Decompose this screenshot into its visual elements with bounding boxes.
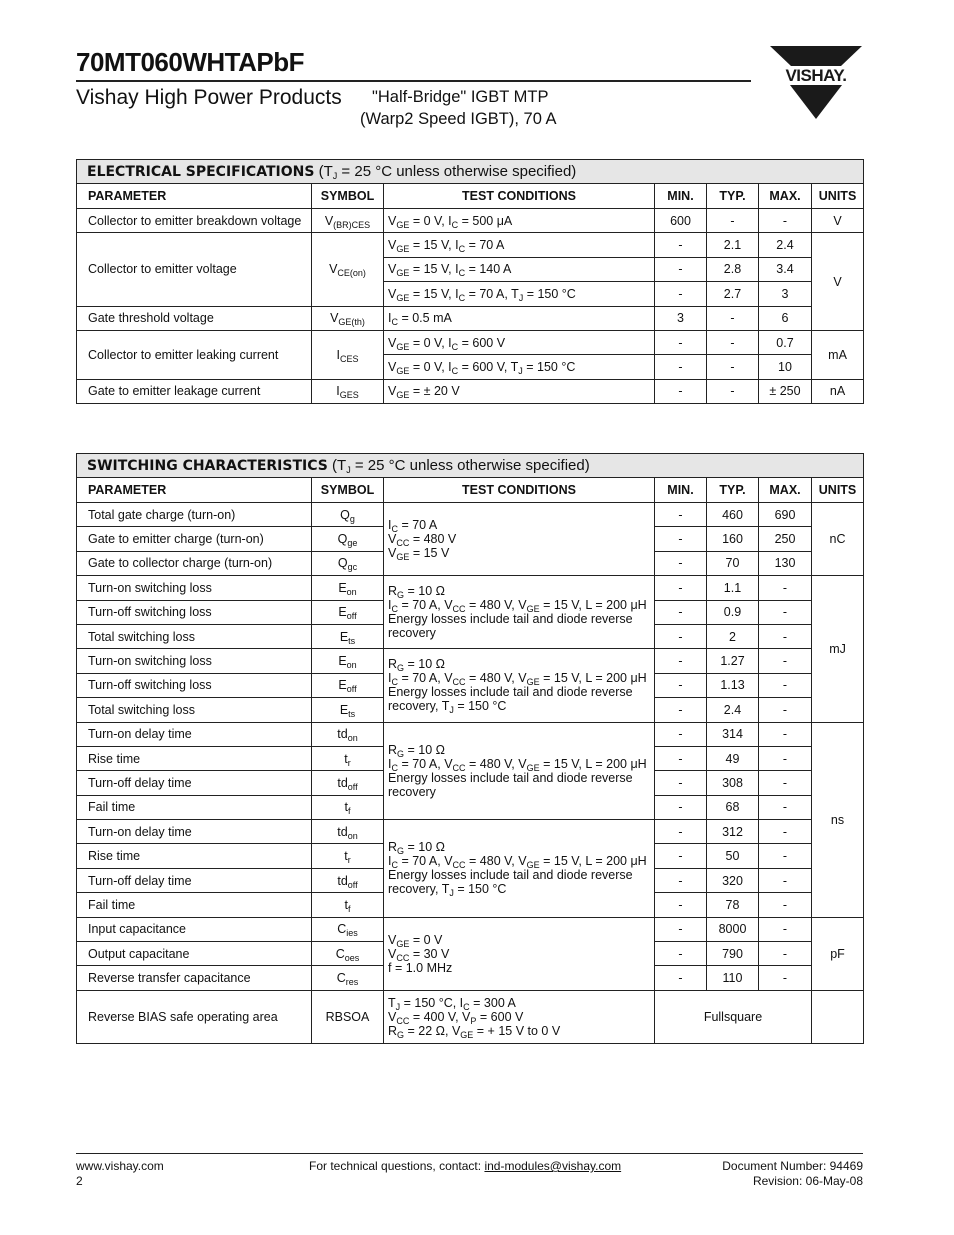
typ-cell: 70 xyxy=(707,551,759,575)
col-typ: TYP. xyxy=(707,478,759,503)
symbol-cell: $td_{on}$ xyxy=(312,820,384,844)
typ-cell: - xyxy=(707,209,759,233)
max-cell: - xyxy=(759,576,812,600)
typ-cell: 320 xyxy=(707,868,759,892)
parameter-cell: Rise time xyxy=(77,746,312,770)
typ-cell: 0.9 xyxy=(707,600,759,624)
typ-cell: 790 xyxy=(707,942,759,966)
min-cell: - xyxy=(655,600,707,624)
header-rule xyxy=(76,80,751,82)
table-row xyxy=(77,649,864,673)
table-row xyxy=(77,503,864,527)
footer-contact xyxy=(309,1159,621,1174)
min-cell: - xyxy=(655,257,707,281)
footer-right xyxy=(722,1159,863,1189)
typ-cell: 314 xyxy=(707,722,759,746)
col-symbol: SYMBOL xyxy=(312,478,384,503)
symbol-cell: $t_f$ xyxy=(312,893,384,917)
col-conditions: TEST CONDITIONS xyxy=(384,184,655,209)
min-cell: - xyxy=(655,966,707,990)
footer-website-link[interactable]: www.vishay.com xyxy=(76,1159,164,1173)
contact-email-link[interactable]: ind-modules@vishay.com xyxy=(484,1159,622,1173)
parameter-cell: Gate threshold voltage xyxy=(77,306,312,330)
col-parameter: PARAMETER xyxy=(77,478,312,503)
symbol-cell: $E_{off}$ xyxy=(312,600,384,624)
min-cell: - xyxy=(655,233,707,257)
symbol-cell: $t_r$ xyxy=(312,746,384,770)
max-cell: 250 xyxy=(759,527,812,551)
subtitle-line-2: (Warp2 Speed IGBT), 70 A xyxy=(360,110,557,128)
symbol-cell: $E_{ts}$ xyxy=(312,698,384,722)
parameter-cell: Turn-off delay time xyxy=(77,771,312,795)
parameter-cell: Total switching loss xyxy=(77,698,312,722)
max-cell: 3.4 xyxy=(759,257,812,281)
max-cell: - xyxy=(759,917,812,941)
typ-cell: - xyxy=(707,355,759,379)
max-cell: - xyxy=(759,624,812,648)
min-cell: - xyxy=(655,379,707,403)
max-cell: - xyxy=(759,722,812,746)
symbol-cell: $td_{on}$ xyxy=(312,722,384,746)
max-cell: - xyxy=(759,795,812,819)
typ-cell: - xyxy=(707,330,759,354)
parameter-cell: Collector to emitter breakdown voltage xyxy=(77,209,312,233)
min-cell: - xyxy=(655,673,707,697)
symbol-cell: $t_r$ xyxy=(312,844,384,868)
typ-cell: - xyxy=(707,379,759,403)
revision: Revision: 06-May-08 xyxy=(752,1174,863,1188)
min-cell: - xyxy=(655,893,707,917)
parameter-cell: Turn-off delay time xyxy=(77,868,312,892)
vishay-logo xyxy=(768,44,864,120)
symbol-cell: $C_{oes}$ xyxy=(312,942,384,966)
typ-cell: 160 xyxy=(707,527,759,551)
symbol-cell: $E_{on}$ xyxy=(312,649,384,673)
table-row xyxy=(77,209,864,233)
condition-cell: $I_C = 0.5$ mA xyxy=(384,306,655,330)
switching-header-row xyxy=(77,478,864,503)
max-cell: 130 xyxy=(759,551,812,575)
table-row xyxy=(77,722,864,746)
symbol-cell: $Q_{gc}$ xyxy=(312,551,384,575)
electrical-specifications-table xyxy=(76,159,864,404)
condition-cell: $V_{GE} = 0$ V, $I_C = 500$ μA xyxy=(384,209,655,233)
brand-name: Vishay High Power Products xyxy=(76,86,342,109)
parameter-cell: Turn-on switching loss xyxy=(77,576,312,600)
typ-cell: 1.27 xyxy=(707,649,759,673)
min-cell: - xyxy=(655,503,707,527)
footer-left xyxy=(76,1159,164,1189)
table-row xyxy=(77,330,864,354)
table-row xyxy=(77,820,864,844)
min-cell: - xyxy=(655,917,707,941)
col-typ: TYP. xyxy=(707,184,759,209)
min-cell: - xyxy=(655,722,707,746)
units-cell: pF xyxy=(812,917,864,990)
svg-text:VISHAY.: VISHAY. xyxy=(785,66,847,85)
max-cell: 6 xyxy=(759,306,812,330)
typ-cell: 308 xyxy=(707,771,759,795)
min-cell: - xyxy=(655,576,707,600)
condition-cell: $V_{GE} = 15$ V, $I_C = 70$ A xyxy=(384,233,655,257)
col-conditions: TEST CONDITIONS xyxy=(384,478,655,503)
symbol-cell: $V_{GE(th)}$ xyxy=(312,306,384,330)
symbol-cell: $C_{res}$ xyxy=(312,966,384,990)
condition-cell: $V_{GE} = 0$ V $V_{CC} = 30$ V f = 1.0 MHz xyxy=(384,917,655,990)
min-cell: - xyxy=(655,698,707,722)
max-cell: - xyxy=(759,893,812,917)
condition-cell: $R_G = 10$ Ω $I_C = 70$ A, $V_{CC} = 480$ V, $V_{GE} = 15$ V, L = 200 μH Energy losses include tail and diode reverse recovery, $T_J = 150$ °C xyxy=(384,820,655,918)
min-cell: - xyxy=(655,551,707,575)
col-min: MIN. xyxy=(655,184,707,209)
col-symbol: SYMBOL xyxy=(312,184,384,209)
symbol-cell: $td_{off}$ xyxy=(312,868,384,892)
min-cell: - xyxy=(655,330,707,354)
max-cell: 690 xyxy=(759,503,812,527)
parameter-cell: Fail time xyxy=(77,893,312,917)
value-span-cell: Fullsquare xyxy=(655,990,812,1043)
typ-cell: 1.1 xyxy=(707,576,759,600)
part-number: 70MT060WHTAPbF xyxy=(76,47,304,77)
table-row xyxy=(77,379,864,403)
symbol-cell: $I_{GES}$ xyxy=(312,379,384,403)
col-units: UNITS xyxy=(812,478,864,503)
footer-page-number: 2 xyxy=(76,1174,83,1188)
parameter-cell: Turn-off switching loss xyxy=(77,673,312,697)
col-units: UNITS xyxy=(812,184,864,209)
typ-cell: 2.8 xyxy=(707,257,759,281)
symbol-cell: $I_{CES}$ xyxy=(312,330,384,379)
typ-cell: 312 xyxy=(707,820,759,844)
parameter-cell: Turn-on switching loss xyxy=(77,649,312,673)
max-cell: - xyxy=(759,820,812,844)
min-cell: - xyxy=(655,649,707,673)
typ-cell: 460 xyxy=(707,503,759,527)
symbol-cell: $V_{CE(on)}$ xyxy=(312,233,384,306)
min-cell: - xyxy=(655,795,707,819)
min-cell: - xyxy=(655,624,707,648)
document-number: Document Number: 94469 xyxy=(722,1159,863,1173)
subtitle-line-1: "Half-Bridge" IGBT MTP xyxy=(372,88,549,106)
max-cell: - xyxy=(759,844,812,868)
switching-title: SWITCHING CHARACTERISTICS ($T_J = 25$ °C unless otherwise specified) xyxy=(77,454,864,478)
units-cell xyxy=(812,990,864,1043)
col-min: MIN. xyxy=(655,478,707,503)
parameter-cell: Fail time xyxy=(77,795,312,819)
footer-contact-text: For technical questions, contact: xyxy=(309,1159,485,1173)
condition-cell: $R_G = 10$ Ω $I_C = 70$ A, $V_{CC} = 480$ V, $V_{GE} = 15$ V, L = 200 μH Energy losses include tail and diode reverse recovery, $T_J = 150$ °C xyxy=(384,649,655,722)
typ-cell: 2.7 xyxy=(707,282,759,306)
symbol-cell: $E_{off}$ xyxy=(312,673,384,697)
min-cell: - xyxy=(655,820,707,844)
max-cell: - xyxy=(759,209,812,233)
typ-cell: 1.13 xyxy=(707,673,759,697)
max-cell: 10 xyxy=(759,355,812,379)
condition-cell: $R_G = 10$ Ω $I_C = 70$ A, $V_{CC} = 480$ V, $V_{GE} = 15$ V, L = 200 μH Energy losses include tail and diode reverse recovery xyxy=(384,722,655,820)
min-cell: - xyxy=(655,355,707,379)
table-row xyxy=(77,917,864,941)
typ-cell: - xyxy=(707,306,759,330)
symbol-cell: $t_f$ xyxy=(312,795,384,819)
switching-characteristics-table xyxy=(76,453,864,1044)
parameter-cell: Gate to emitter charge (turn-on) xyxy=(77,527,312,551)
typ-cell: 110 xyxy=(707,966,759,990)
symbol-cell: $V_{(BR)CES}$ xyxy=(312,209,384,233)
parameter-cell: Rise time xyxy=(77,844,312,868)
parameter-cell: Total gate charge (turn-on) xyxy=(77,503,312,527)
table-row xyxy=(77,306,864,330)
parameter-cell: Output capacitane xyxy=(77,942,312,966)
units-cell: mJ xyxy=(812,576,864,722)
symbol-cell: $C_{ies}$ xyxy=(312,917,384,941)
parameter-cell: Gate to collector charge (turn-on) xyxy=(77,551,312,575)
max-cell: - xyxy=(759,868,812,892)
parameter-cell: Turn-off switching loss xyxy=(77,600,312,624)
condition-cell: $R_G = 10$ Ω $I_C = 70$ A, $V_{CC} = 480$ V, $V_{GE} = 15$ V, L = 200 μH Energy losses include tail and diode reverse recovery xyxy=(384,576,655,649)
symbol-cell: $td_{off}$ xyxy=(312,771,384,795)
table-row xyxy=(77,990,864,1043)
max-cell: 0.7 xyxy=(759,330,812,354)
max-cell: - xyxy=(759,771,812,795)
parameter-cell: Input capacitance xyxy=(77,917,312,941)
parameter-cell: Gate to emitter leakage current xyxy=(77,379,312,403)
typ-cell: 2 xyxy=(707,624,759,648)
electrical-header-row xyxy=(77,184,864,209)
typ-cell: 78 xyxy=(707,893,759,917)
max-cell: - xyxy=(759,746,812,770)
max-cell: 3 xyxy=(759,282,812,306)
parameter-cell: Total switching loss xyxy=(77,624,312,648)
condition-cell: $V_{GE} = 15$ V, $I_C = 70$ A, $T_J = 150$ °C xyxy=(384,282,655,306)
col-parameter: PARAMETER xyxy=(77,184,312,209)
min-cell: - xyxy=(655,746,707,770)
units-cell: nA xyxy=(812,379,864,403)
units-cell: nC xyxy=(812,503,864,576)
typ-cell: 50 xyxy=(707,844,759,868)
typ-cell: 2.1 xyxy=(707,233,759,257)
col-max: MAX. xyxy=(759,184,812,209)
parameter-cell: Turn-on delay time xyxy=(77,820,312,844)
symbol-cell: $Q_g$ xyxy=(312,503,384,527)
max-cell: - xyxy=(759,942,812,966)
parameter-cell: Reverse transfer capacitance xyxy=(77,966,312,990)
units-cell: V xyxy=(812,233,864,331)
parameter-cell: Turn-on delay time xyxy=(77,722,312,746)
condition-cell: $T_J = 150$ °C, $I_C = 300$ A $V_{CC} = 400$ V, $V_P = 600$ V $R_G = 22$ Ω, $V_{GE}$ = + 15 V to 0 V xyxy=(384,990,655,1043)
max-cell: - xyxy=(759,698,812,722)
parameter-cell: Collector to emitter voltage xyxy=(77,233,312,306)
electrical-title: ELECTRICAL SPECIFICATIONS ($T_J = 25$ °C unless otherwise specified) xyxy=(77,160,864,184)
condition-cell: $V_{GE}$ = ± 20 V xyxy=(384,379,655,403)
max-cell: - xyxy=(759,649,812,673)
symbol-cell: $E_{on}$ xyxy=(312,576,384,600)
min-cell: - xyxy=(655,771,707,795)
max-cell: 2.4 xyxy=(759,233,812,257)
max-cell: - xyxy=(759,966,812,990)
condition-cell: $V_{GE} = 0$ V, $I_C = 600$ V xyxy=(384,330,655,354)
units-cell: ns xyxy=(812,722,864,917)
max-cell: - xyxy=(759,600,812,624)
symbol-cell: $E_{ts}$ xyxy=(312,624,384,648)
symbol-cell: $Q_{ge}$ xyxy=(312,527,384,551)
condition-cell: $I_C = 70$ A $V_{CC} = 480$ V $V_{GE} = 15$ V xyxy=(384,503,655,576)
min-cell: 600 xyxy=(655,209,707,233)
typ-cell: 49 xyxy=(707,746,759,770)
min-cell: - xyxy=(655,527,707,551)
table-row xyxy=(77,233,864,257)
col-max: MAX. xyxy=(759,478,812,503)
min-cell: 3 xyxy=(655,306,707,330)
parameter-cell: Reverse BIAS safe operating area xyxy=(77,990,312,1043)
typ-cell: 8000 xyxy=(707,917,759,941)
condition-cell: $V_{GE} = 15$ V, $I_C = 140$ A xyxy=(384,257,655,281)
typ-cell: 2.4 xyxy=(707,698,759,722)
table-row xyxy=(77,576,864,600)
units-cell: V xyxy=(812,209,864,233)
units-cell: mA xyxy=(812,330,864,379)
min-cell: - xyxy=(655,942,707,966)
condition-cell: $V_{GE} = 0$ V, $I_C = 600$ V, $T_J = 150$ °C xyxy=(384,355,655,379)
max-cell: ± 250 xyxy=(759,379,812,403)
max-cell: - xyxy=(759,673,812,697)
min-cell: - xyxy=(655,844,707,868)
min-cell: - xyxy=(655,868,707,892)
symbol-cell: RBSOA xyxy=(312,990,384,1043)
parameter-cell: Collector to emitter leaking current xyxy=(77,330,312,379)
min-cell: - xyxy=(655,282,707,306)
product-subtitle xyxy=(360,86,557,130)
footer-rule xyxy=(76,1153,863,1154)
typ-cell: 68 xyxy=(707,795,759,819)
